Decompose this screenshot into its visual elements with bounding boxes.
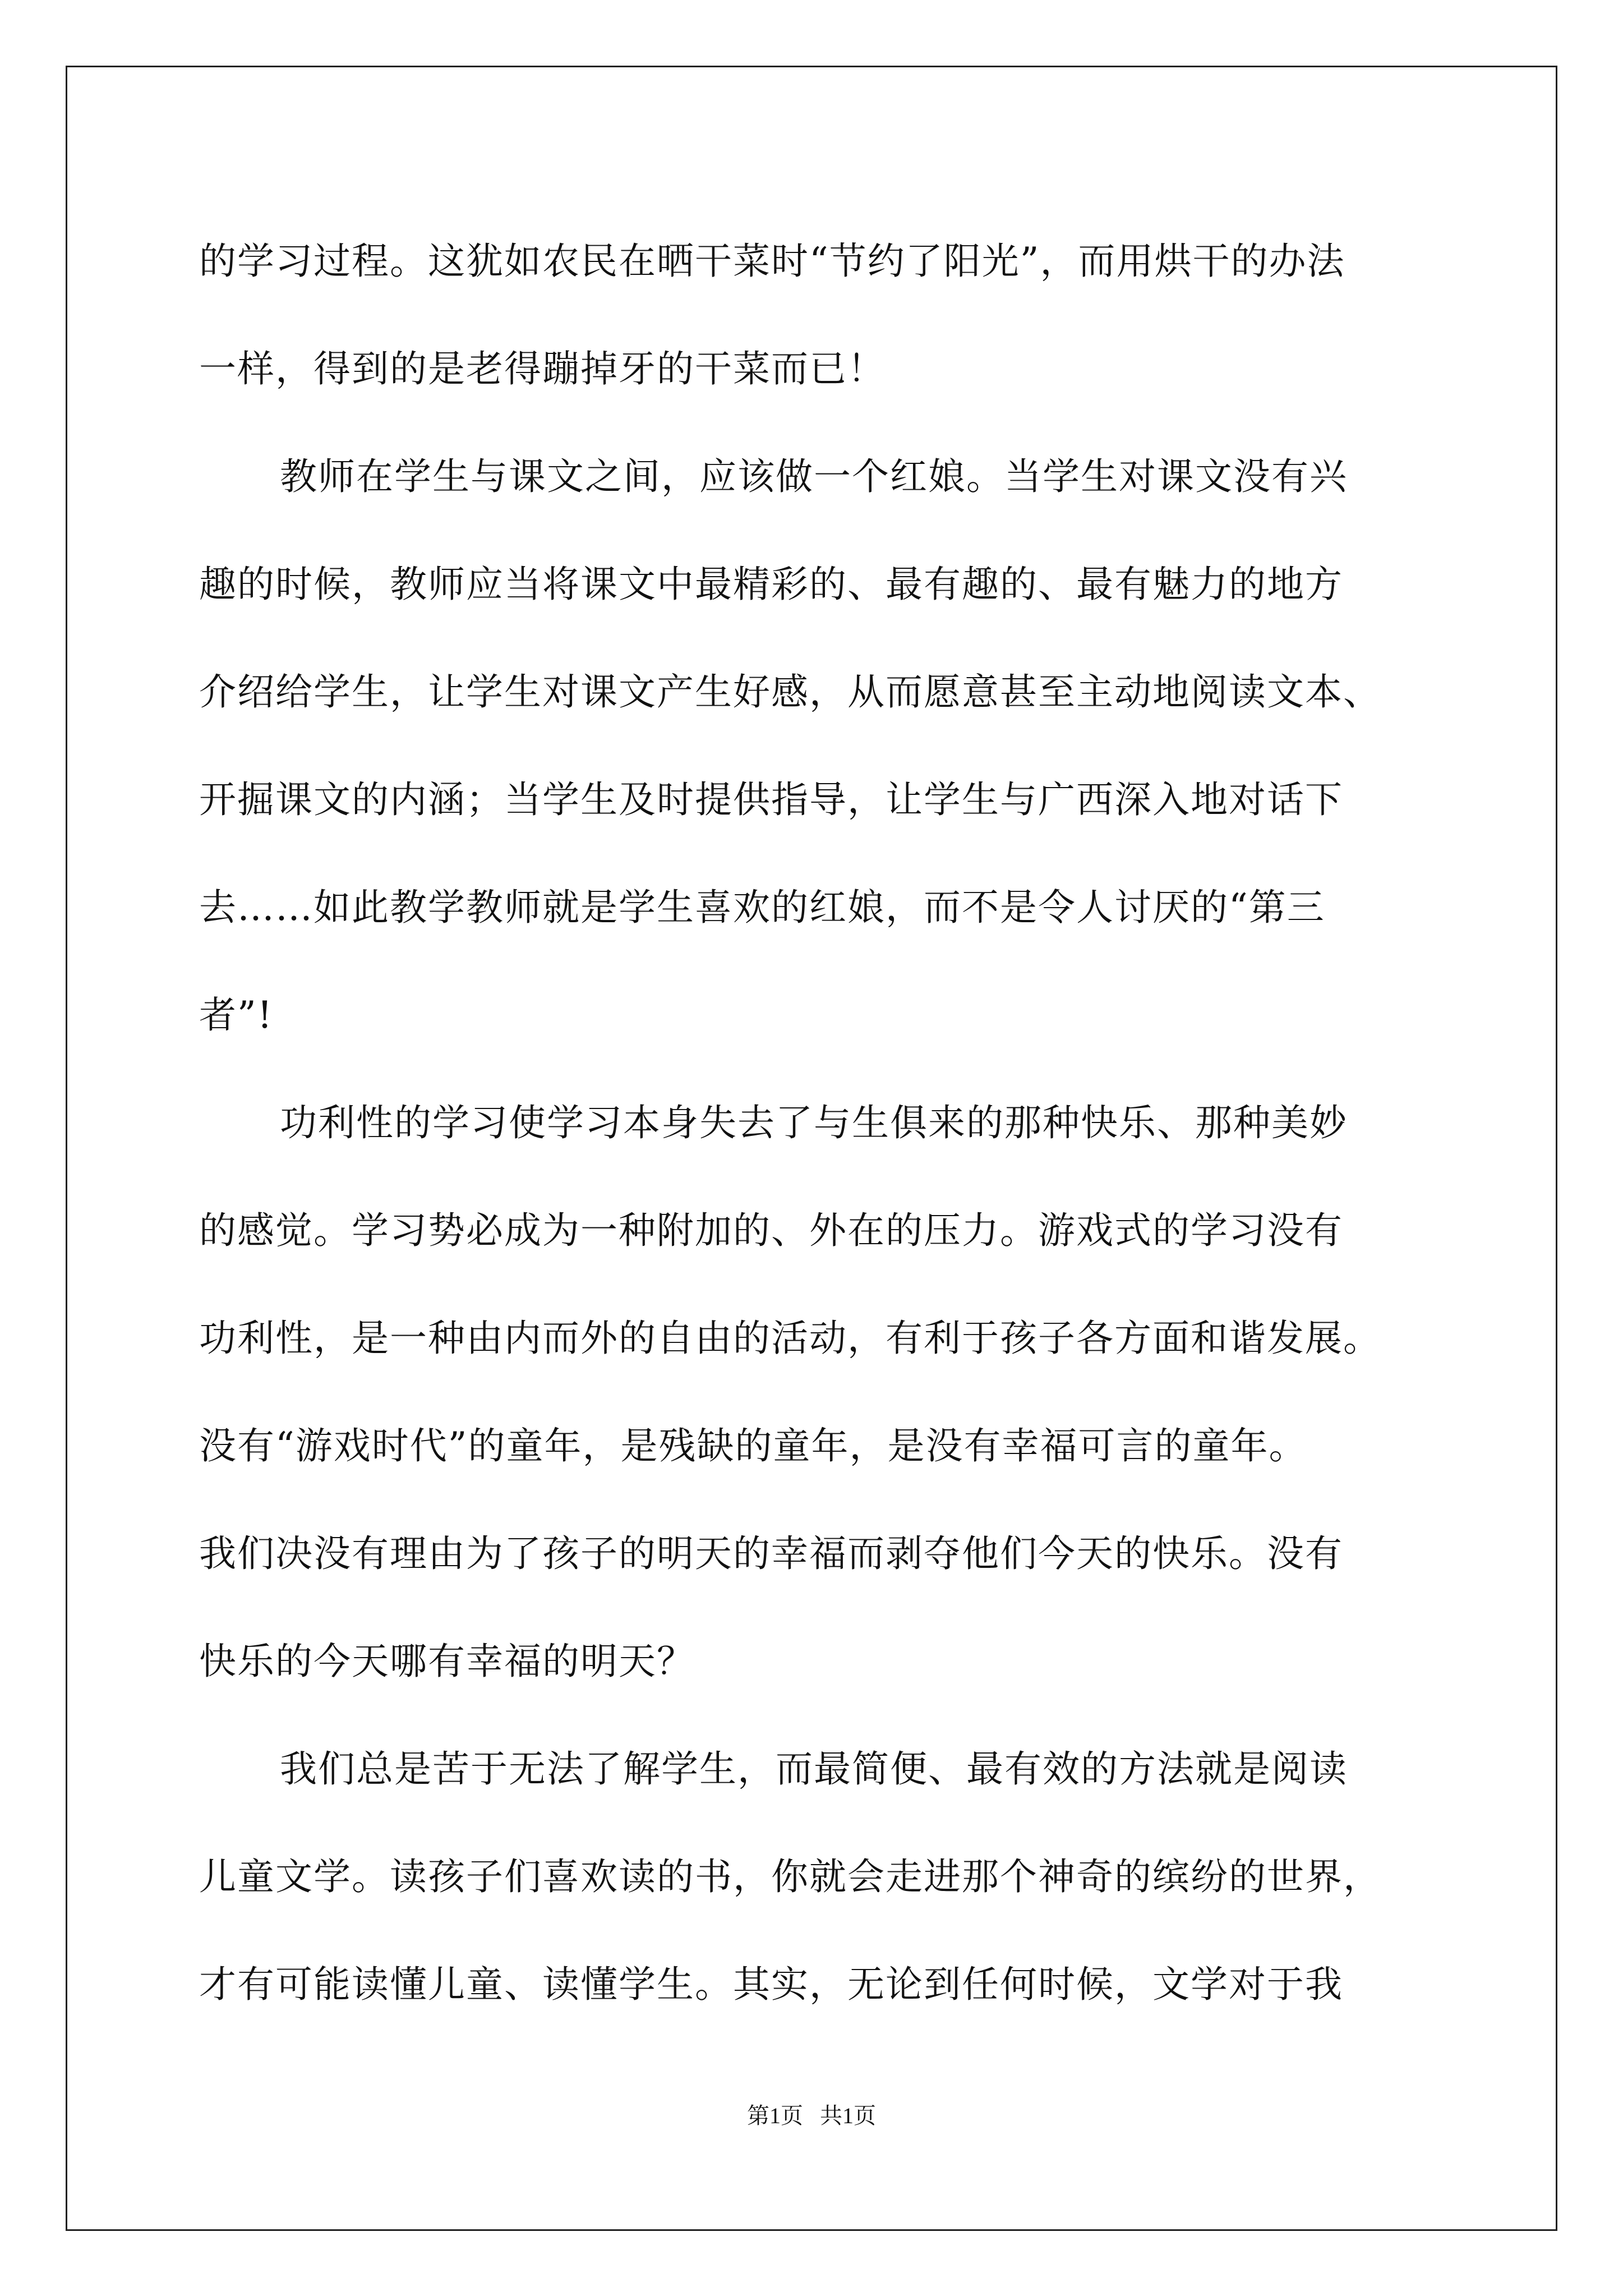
text-line: 我们总是苦于无法了解学生，而最简便、最有效的方法就是阅读 [280, 1747, 1348, 1791]
text-line: 者”! [199, 993, 274, 1037]
text-line: 的感觉。学习势必成为一种附加的、外在的压力。游戏式的学习没有 [199, 1209, 1343, 1252]
text-line: 一样，得到的是老得蹦掉牙的干菜而已！ [199, 347, 886, 390]
text-line: 的学习过程。这犹如农民在晒干菜时“节约了阳光”，而用烘干的办法 [199, 240, 1345, 283]
text-line: 快乐的今天哪有幸福的明天？ [199, 1640, 695, 1683]
text-line: 没有“游戏时代”的童年，是残缺的童年，是没有幸福可言的童年。 [199, 1424, 1307, 1467]
text-line: 儿童文学。读孩子们喜欢读的书，你就会走进那个神奇的缤纷的世界， [199, 1855, 1381, 1898]
text-line: 功利性，是一种由内而外的自由的活动，有利于孩子各方面和谐发展。 [199, 1317, 1381, 1360]
text-line: 趣的时候，教师应当将课文中最精彩的、最有趣的、最有魅力的地方 [199, 563, 1343, 606]
text-line: 去……如此教学教师就是学生喜欢的红娘，而不是令人讨厌的“第三 [199, 886, 1325, 929]
text-line: 介绍给学生，让学生对课文产生好感，从而愿意甚至主动地阅读文本、 [199, 670, 1381, 714]
text-line: 我们决没有理由为了孩子的明天的幸福而剥夺他们今天的快乐。没有 [199, 1532, 1343, 1575]
text-line: 教师在学生与课文之间，应该做一个红娘。当学生对课文没有兴 [280, 455, 1348, 498]
document-body [199, 208, 1430, 2039]
text-line: 才有可能读懂儿童、读懂学生。其实，无论到任何时候，文学对于我 [199, 1963, 1343, 2006]
page-number-footer: 第1页 共1页 [747, 2103, 876, 2128]
text-line: 功利性的学习使学习本身失去了与生俱来的那种快乐、那种美妙 [280, 1101, 1348, 1144]
text-line: 开掘课文的内涵；当学生及时提供指导，让学生与广西深入地对话下 [199, 778, 1343, 821]
